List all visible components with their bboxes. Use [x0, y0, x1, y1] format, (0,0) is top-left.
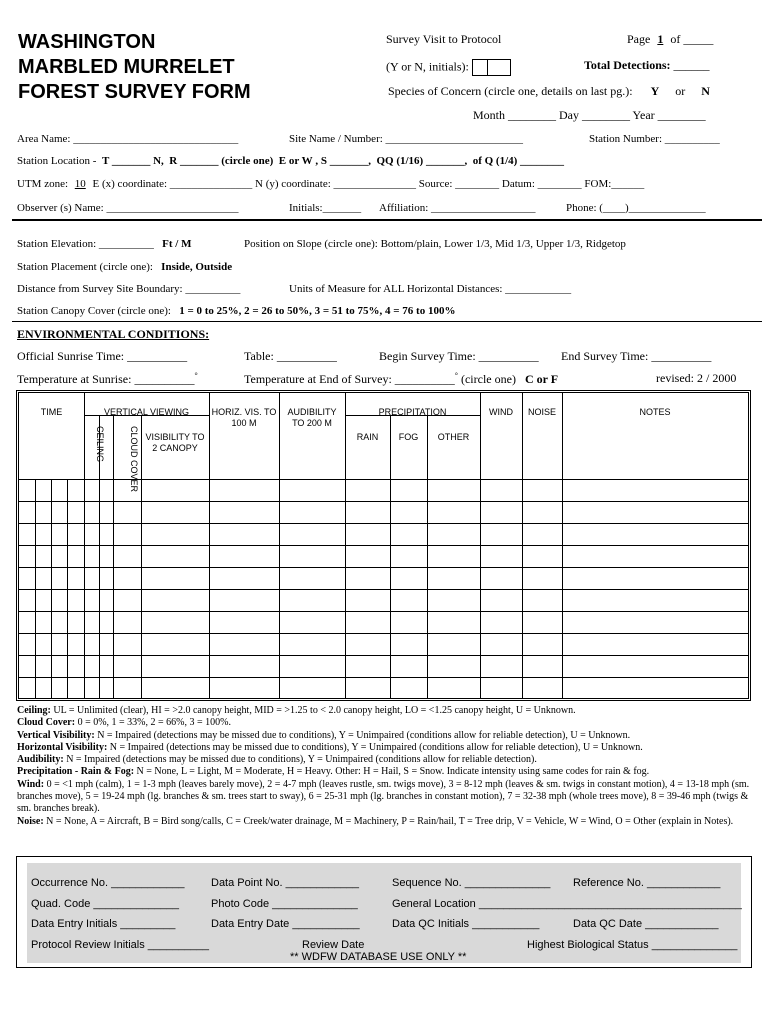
entry-date-field[interactable]: Data Entry Date ___________ — [211, 918, 360, 930]
col-ceiling: CEILING — [95, 426, 105, 463]
col-time: TIME — [40, 407, 63, 417]
total-detections-label: Total Detections: — [584, 58, 671, 72]
divider — [12, 321, 762, 322]
distance-field[interactable]: Distance from Survey Site Boundary: __________ — [17, 283, 241, 295]
page-of: of _____ — [670, 32, 714, 46]
reference-field[interactable]: Reference No. ____________ — [573, 877, 721, 889]
col-precipitation: PRECIPITATION — [378, 407, 447, 417]
yn-checkbox[interactable] — [472, 59, 488, 76]
c-or-f-option[interactable]: C or F — [524, 372, 559, 386]
slope-label: Position on Slope (circle one): — [244, 238, 378, 250]
col-rain: RAIN — [356, 432, 379, 442]
legend-vertical-visibility: Vertical Visibility: N = Impaired (detections may be missed due to conditions), Y = Unimpaired (conditions allow for reliable detection), U = Unknown. — [17, 729, 631, 741]
title-line-3: FOREST SURVEY FORM — [18, 81, 251, 103]
species-or: or — [675, 84, 686, 98]
col-notes: NOTES — [639, 407, 671, 417]
utm-zone-label: UTM zone: — [17, 178, 69, 190]
survey-visit-label: Survey Visit to Protocol — [386, 32, 502, 46]
initials-field[interactable]: Initials:_______ — [289, 202, 362, 214]
legend-precipitation: Precipitation - Rain & Fog: N = None, L = Light, M = Moderate, H = Heavy. Other: H = Hail, S = Snow. Indicate intensity using same codes for rain & fog. — [17, 766, 650, 778]
highest-status-field[interactable]: Highest Biological Status ______________ — [527, 939, 738, 951]
qc-date-field[interactable]: Data QC Date ____________ — [573, 918, 719, 930]
qq-field[interactable]: QQ (1/16) _______, — [376, 155, 468, 167]
code-legend — [17, 705, 759, 828]
protocol-review-field[interactable]: Protocol Review Initials __________ — [31, 939, 209, 951]
general-location-field[interactable]: General Location ___________________________________________ — [392, 898, 742, 910]
col-vertical-viewing: VERTICAL VIEWING — [103, 407, 190, 417]
database-only-note: ** WDFW DATABASE USE ONLY ** — [290, 951, 467, 963]
elevation-field[interactable]: Station Elevation: __________ — [17, 238, 154, 250]
legend-ceiling: Ceiling: UL = Unlimited (clear), HI = >2.0 canopy height, MID = >1.25 to < 2.0 canopy height, LO = <1.25 canopy height, U = Unknown. — [17, 705, 576, 716]
station-location-label: Station Location - — [17, 155, 97, 167]
sequence-field[interactable]: Sequence No. ______________ — [392, 877, 551, 889]
station-location-row — [17, 155, 564, 167]
site-name-field[interactable]: Site Name / Number: _________________________ — [289, 133, 524, 145]
row-line — [19, 611, 748, 612]
species-concern-label: Species of Concern (circle one, details on last pg.): — [388, 84, 633, 98]
units-measure-field[interactable]: Units of Measure for ALL Horizontal Distances: ____________ — [289, 283, 572, 295]
end-survey-field[interactable]: End Survey Time: __________ — [561, 349, 712, 363]
row-line — [19, 677, 748, 678]
legend-cloud-cover: Cloud Cover: 0 = 0%, 1 = 33%, 2 = 66%, 3 = 100%. — [17, 717, 231, 729]
page-value[interactable]: 1 — [657, 32, 664, 46]
area-name-field[interactable]: Area Name: ______________________________ — [17, 133, 239, 145]
table-field[interactable]: Table: __________ — [244, 349, 337, 363]
species-n-option[interactable]: N — [701, 84, 710, 98]
elevation-row — [17, 238, 191, 250]
township-field[interactable]: T _______ N, — [101, 155, 164, 167]
temp-sunrise-field[interactable] — [17, 371, 198, 387]
revised-date: revised: 2 / 2000 — [656, 371, 737, 385]
observation-table — [16, 390, 751, 701]
utm-coordinates[interactable]: E (x) coordinate: _______________ N (y) coordinate: _______________ Source: ________ Datum: ________ FOM:______ — [92, 178, 645, 190]
canopy-row — [17, 305, 455, 317]
form-title — [18, 30, 251, 105]
review-date-label[interactable]: Review Date — [302, 939, 365, 951]
col-horiz-vis: HORIZ. VIS. TO 100 M — [211, 407, 277, 428]
yn-initials-text: (Y or N, initials): — [386, 59, 469, 74]
e-or-w-option[interactable]: E or W — [278, 155, 313, 167]
col-other: OTHER — [437, 432, 470, 442]
slope-row — [244, 238, 626, 250]
total-detections-field[interactable]: ______ — [673, 58, 710, 72]
placement-row — [17, 261, 232, 273]
species-concern — [388, 84, 710, 99]
circle-one-note: (circle one) — [460, 372, 516, 386]
title-line-1: WASHINGTON — [18, 31, 156, 53]
occurrence-field[interactable]: Occurrence No. ____________ — [31, 877, 185, 889]
total-detections — [584, 58, 710, 73]
data-point-field[interactable]: Data Point No. ____________ — [211, 877, 360, 889]
yn-initials-label — [386, 59, 511, 76]
sunrise-field[interactable]: Official Sunrise Time: __________ — [17, 349, 188, 363]
q-field[interactable]: of Q (1/4) ________ — [472, 155, 565, 167]
legend-noise: Noise: N = None, A = Aircraft, B = Bird song/calls, C = Creek/water drainage, M = Machinery, P = Rain/hail, T = Tree drip, V = Vehicle, W = Wind, O = Other (explain in Notes). — [17, 815, 734, 827]
col-wind: WIND — [489, 407, 513, 417]
row-line — [19, 545, 748, 546]
temp-end-row — [244, 371, 558, 387]
col-fog: FOG — [398, 432, 419, 442]
phone-field[interactable]: Phone: (____)______________ — [566, 202, 706, 214]
placement-options[interactable]: Inside, Outside — [161, 261, 233, 273]
row-line — [19, 523, 748, 524]
row-line — [19, 655, 748, 656]
database-use-panel — [27, 863, 741, 963]
degree-symbol: ° — [454, 371, 458, 380]
temp-end-field[interactable]: Temperature at End of Survey: __________ — [244, 372, 455, 386]
entry-initials-field[interactable]: Data Entry Initials _________ — [31, 918, 176, 930]
canopy-label: Station Canopy Cover (circle one): — [17, 305, 171, 317]
row-line — [19, 501, 748, 502]
quad-code-field[interactable]: Quad. Code ______________ — [31, 898, 180, 910]
ft-m-option[interactable]: Ft / M — [162, 238, 192, 250]
section-field[interactable]: , S _______, — [315, 155, 371, 167]
database-use-box — [16, 856, 752, 968]
environmental-heading: ENVIRONMENTAL CONDITIONS: — [17, 327, 210, 341]
qc-initials-field[interactable]: Data QC Initials ___________ — [392, 918, 540, 930]
affiliation-field[interactable]: Affiliation: ___________________ — [379, 202, 536, 214]
canopy-options[interactable]: 1 = 0 to 25%, 2 = 26 to 50%, 3 = 51 to 75%, 4 = 76 to 100% — [179, 305, 456, 317]
station-number-field[interactable]: Station Number: __________ — [589, 133, 720, 145]
divider — [12, 219, 762, 221]
row-line — [19, 567, 748, 568]
initials-checkbox[interactable] — [488, 59, 511, 76]
row-line — [19, 633, 748, 634]
temp-sunrise-text[interactable]: Temperature at Sunrise: __________ — [17, 372, 195, 386]
utm-row — [17, 178, 644, 190]
observer-name-field[interactable]: Observer (s) Name: ________________________ — [17, 202, 239, 214]
page-label: Page — [627, 32, 651, 46]
col-audibility: AUDIBILITY TO 200 M — [287, 407, 337, 428]
col-visibility-canopy: VISIBILITY TO 2 CANOPY — [145, 432, 205, 453]
legend-horizontal-visibility: Horizontal Visibility: N = Impaired (detections may be missed due to conditions), Y = Unimpaired (conditions allow for reliable detection), U = Unknown. — [17, 741, 643, 753]
begin-survey-field[interactable]: Begin Survey Time: __________ — [379, 349, 539, 363]
range-field[interactable]: R _______ (circle one) — [169, 155, 274, 167]
page-number — [627, 32, 713, 47]
slope-options[interactable]: Bottom/plain, Lower 1/3, Mid 1/3, Upper 1/3, Ridgetop — [380, 238, 626, 250]
photo-code-field[interactable]: Photo Code ______________ — [211, 898, 358, 910]
utm-zone-value[interactable]: 10 — [74, 178, 86, 190]
col-cloud-cover: CLOUD COVER — [129, 426, 139, 493]
legend-audibility: Audibility: N = Impaired (detections may be missed due to conditions), Y = Unimpaired (conditions allow for reliable detection). — [17, 754, 537, 766]
placement-label: Station Placement (circle one): — [17, 261, 153, 273]
legend-wind: Wind: 0 = <1 mph (calm), 1 = 1-3 mph (leaves barely move), 2 = 4-7 mph (leaves rustle, sm. twigs move), 3 = 8-12 mph (leaves & sm. twigs in constant motion), 4 = 13-18 mph (sm. branches move), 5 = 19-24 mph (lg. branches & sm. trees start to sway), 6 = 25-31 mph (lg. branches in constant motion), 7 = 32-38 mph (whole trees move), 8 = 39-46 mph (twigs & sm. branches break). — [17, 778, 750, 815]
date-line[interactable]: Month ________ Day ________ Year ________ — [473, 108, 706, 122]
row-line — [19, 589, 748, 590]
degree-symbol: ° — [194, 371, 198, 380]
species-y-option[interactable]: Y — [650, 84, 660, 98]
title-line-2: MARBLED MURRELET — [18, 56, 235, 78]
col-noise: NOISE — [527, 407, 556, 417]
